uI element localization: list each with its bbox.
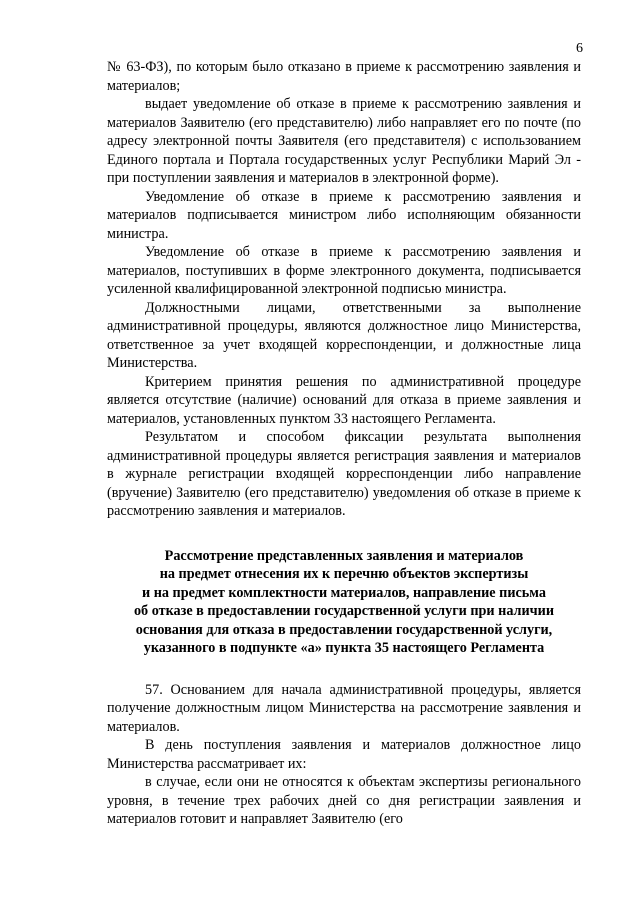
- paragraphs-after-heading: [107, 681, 581, 829]
- heading-line: об отказе в предоставлении государственной услуги при наличии: [133, 603, 555, 619]
- document-body: [107, 58, 581, 829]
- heading-line: Рассмотрение представленных заявления и материалов: [164, 547, 524, 564]
- paragraph: Критерием принятия решения по административной процедуре является отсутствие (наличие) оснований для отказа в приеме заявления и материалов, установленных пунктом 33 настоящего Регламента.: [107, 373, 581, 427]
- paragraph: Уведомление об отказе в приеме к рассмотрению заявления и материалов, поступивших в форме электронного документа, подписывается усиленной квалифицированной электронной подписью министра.: [107, 244, 581, 297]
- paragraph: 57. Основанием для начала административной процедуры, является получение должностным лицом Министерства на рассмотрение заявления и материалов.: [107, 681, 581, 735]
- paragraph: Уведомление об отказе в приеме к рассмотрению заявления и материалов подписывается министром либо исполняющим обязанности министра.: [107, 188, 581, 242]
- heading-line: на предмет отнесения их к перечню объектов экспертизы: [159, 566, 529, 582]
- paragraph: В день поступления заявления и материалов должностное лицо Министерства рассматривает их:: [107, 737, 581, 772]
- paragraph: Должностными лицами, ответственными за выполнение административной процедуры, являются должностное лицо Министерства, ответственное за учет входящей корреспонденции, и должностные лица Министерства.: [107, 299, 581, 371]
- section-heading: [107, 547, 581, 658]
- paragraph: Результатом и способом фиксации результата выполнения административной процедуры является регистрация заявления и материалов в журнале регистрации входящей корреспонденции либо направление (вручение) Заявителю (его представителю) уведомления об отказе в приеме к рассмотрению заявления и материалов.: [107, 429, 581, 519]
- paragraphs-before-heading: [107, 58, 581, 521]
- page-number: 6: [576, 41, 583, 56]
- paragraph: выдает уведомление об отказе в приеме к рассмотрению заявления и материалов Заявителю (его представителю) либо направляет его по почте (по адресу электронной почты Заявителя (его представителя) с использованием Единого портала и Портала государственных услуг Республики Марий Эл - при поступлении заявления и материалов в электронной форме).: [107, 96, 581, 186]
- heading-line: основания для отказа в предоставлении государственной услуги,: [135, 621, 553, 638]
- heading-line: и на предмет комплектности материалов, направление письма: [142, 584, 546, 601]
- paragraph: № 63-ФЗ), по которым было отказано в приеме к рассмотрению заявления и материалов;: [107, 59, 581, 94]
- heading-line: указанного в подпункте «а» пункта 35 настоящего Регламента: [143, 640, 545, 656]
- paragraph: в случае, если они не относятся к объектам экспертизы регионального уровня, в течение трех рабочих дней со дня регистрации заявления и материалов готовит и направляет Заявителю (его: [107, 774, 581, 827]
